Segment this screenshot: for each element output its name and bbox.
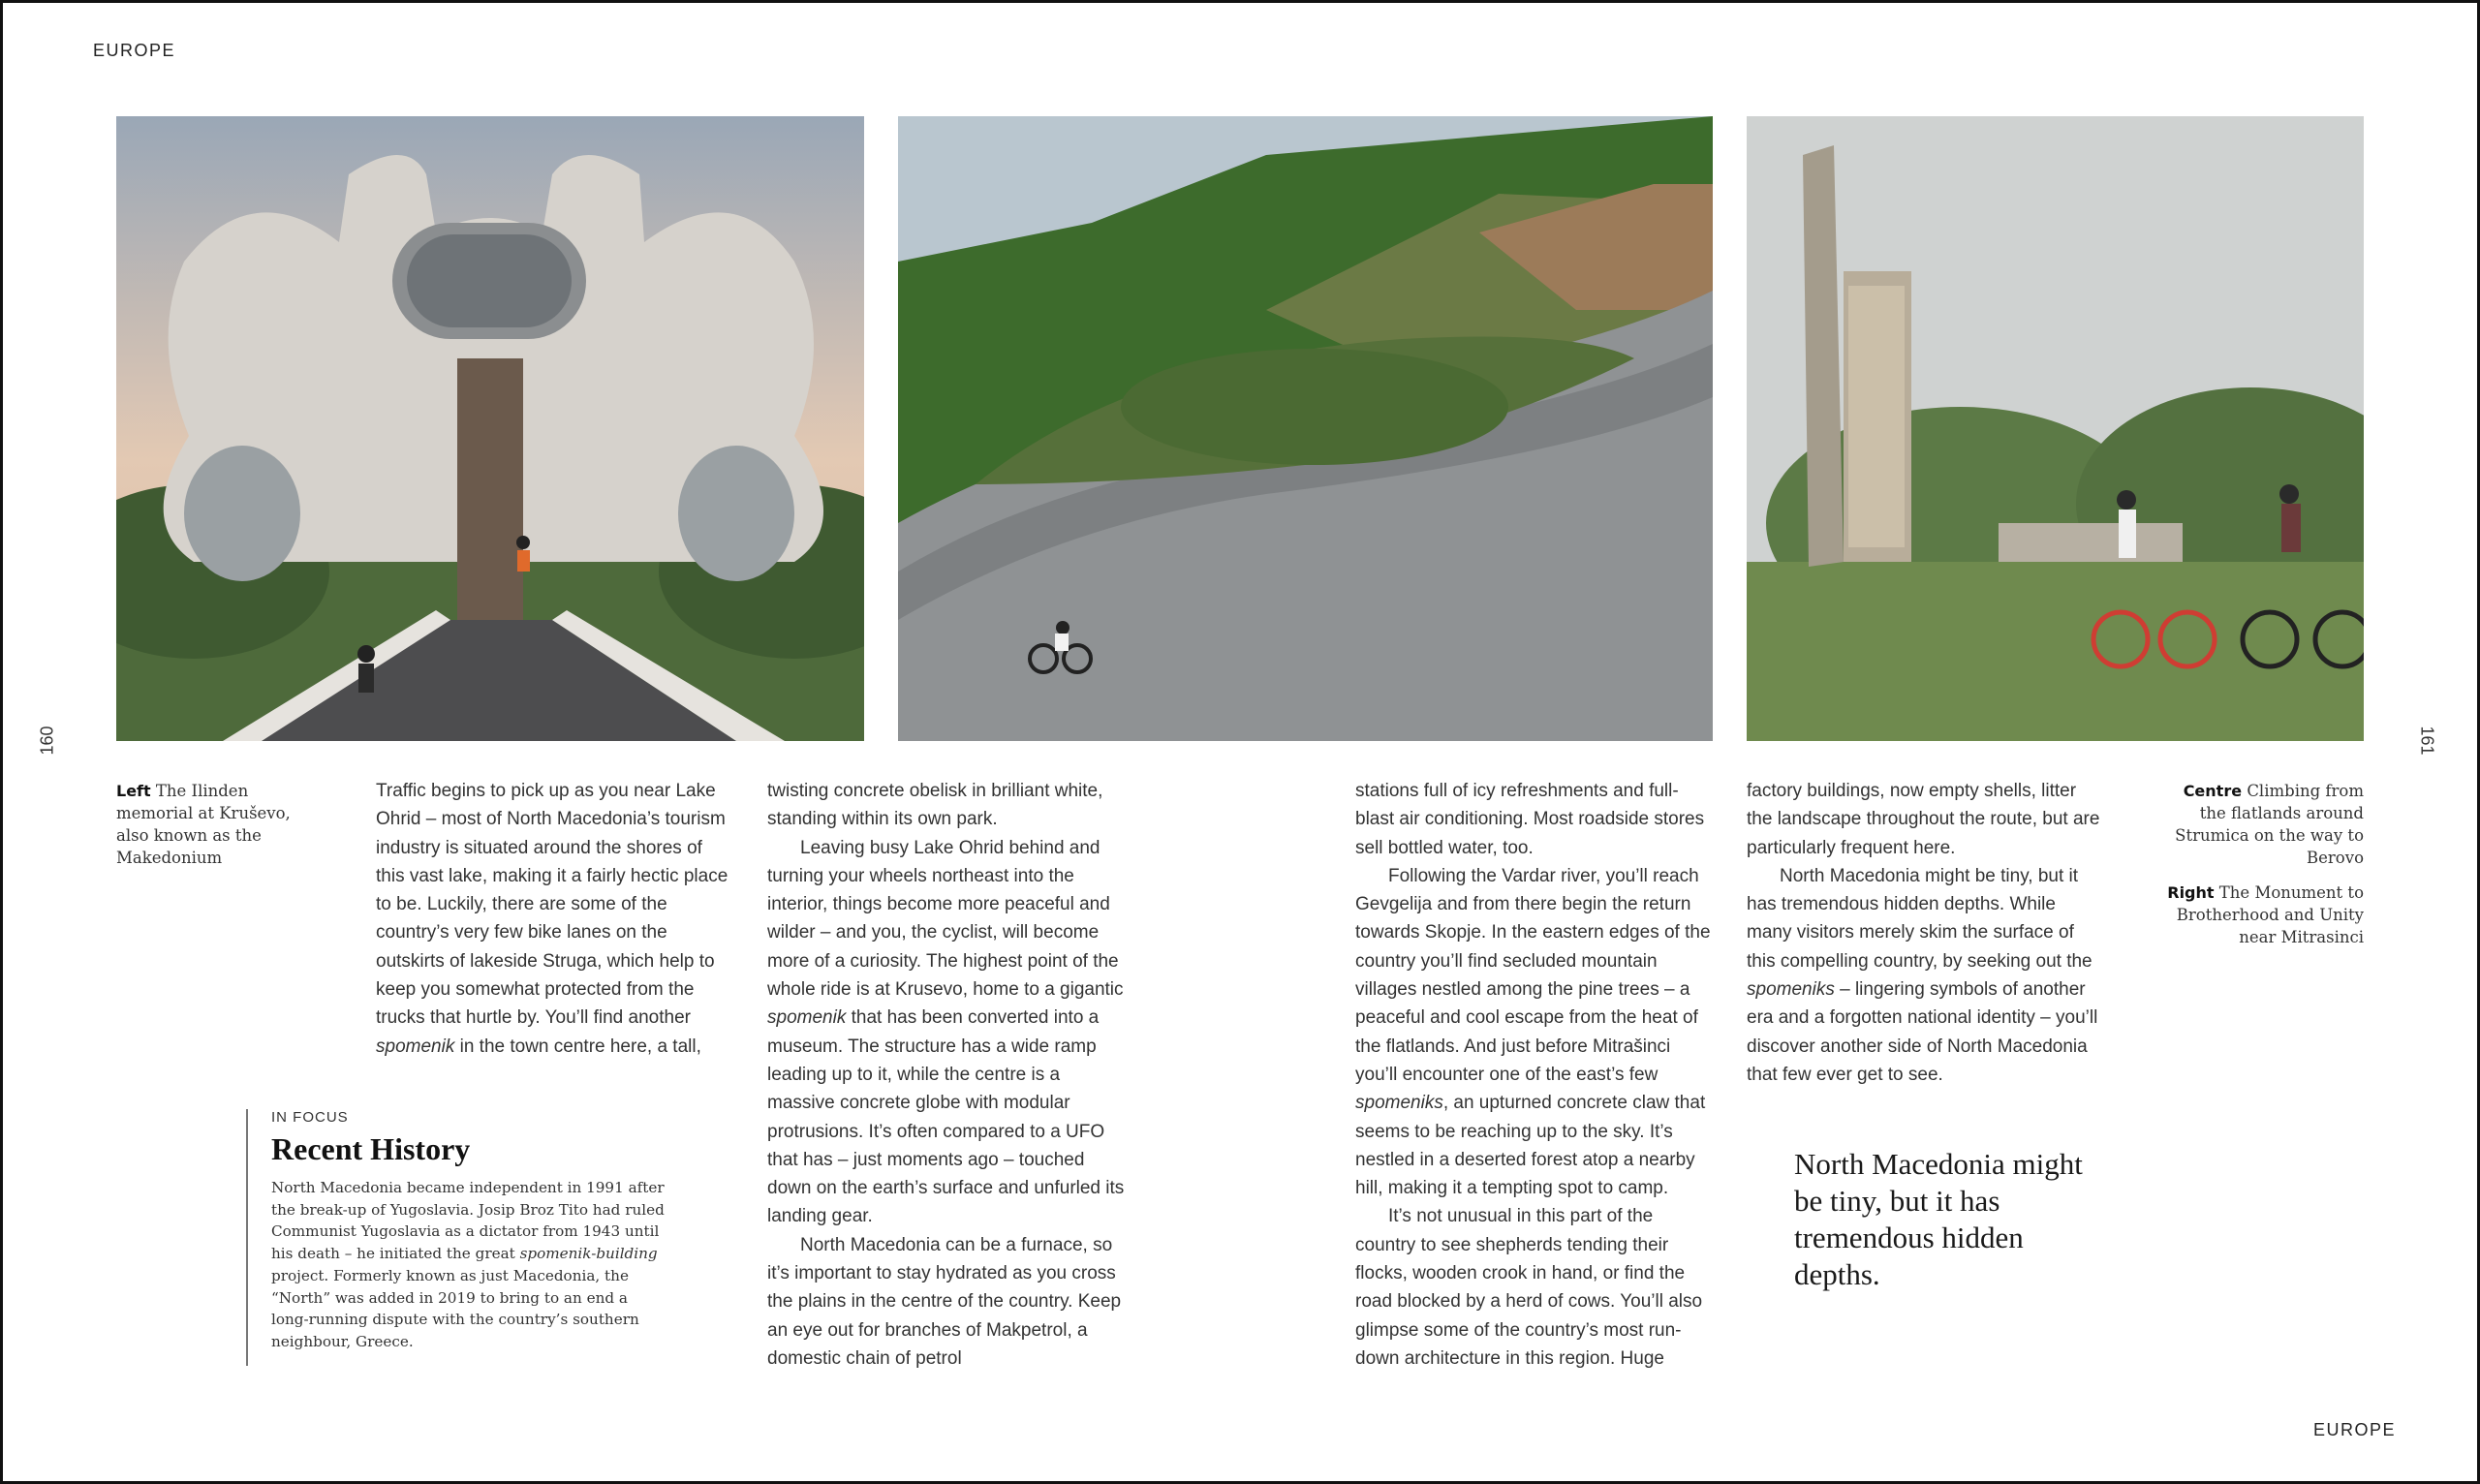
caption-right-text: The Monument to Brotherhood and Unity near Mitrasinci xyxy=(2176,883,2364,946)
photo-makedonium xyxy=(116,116,864,741)
paragraph: Following the Vardar river, you’ll reach Gevgelija and from there begin the return towards Skopje. In the eastern edges of the country you’ll find secluded mountain villages nestled among the pine trees – a peaceful and cool escape from the heat of the flatlands. And just before Mitrašinci you’ll encounter one of the east’s few spomeniks, an upturned concrete claw that seems to be reaching up to the sky. It’s nestled in a deserted forest atop a nearby hill, making it a tempting spot to camp. xyxy=(1355,865,1711,1199)
caption-right-label: Right xyxy=(2167,883,2215,902)
paragraph: factory buildings, now empty shells, litter the landscape throughout the route, but are particularly frequent here. xyxy=(1747,781,2100,858)
in-focus-body: North Macedonia became independent in 1991 after the break-up of Yugoslavia. Josip Broz Tito had ruled Communist Yugoslavia as a dictator from 1943 until his death – he initiated the great spomenik-building project. Formerly known as just Macedonia, the “North” was added in 2019 to bring to an end a long-running dispute with the country’s southern neighbour, Greece. xyxy=(271,1179,665,1350)
paragraph: North Macedonia can be a furnace, so it’s important to stay hydrated as you cross the plains in the centre of the country. Keep an eye out for branches of Makpetrol, a domestic chain of petrol xyxy=(767,1234,1122,1369)
italic-term: spomenik xyxy=(767,1007,847,1029)
paragraph: twisting concrete obelisk in brilliant white, standing within its own park. xyxy=(767,781,1103,830)
italic-term: spomenik-building xyxy=(519,1245,658,1263)
in-focus-box xyxy=(246,1109,668,1366)
caption-centre xyxy=(2160,780,2364,869)
photo-switchback-road xyxy=(898,116,1713,741)
caption-left-label: Left xyxy=(116,782,151,800)
section-tag-right: EUROPE xyxy=(2313,1420,2397,1439)
body-column-3 xyxy=(1355,777,1714,1373)
paragraph: Traffic begins to pick up as you near Lake Ohrid – most of North Macedonia’s tourism industry is situated around the shores of this vast lake, making it a fairly hectic place to be. Luckily, there are some of the country’s very few bike lanes on the outskirts of lakeside Struga, which help to keep you somewhat protected from the trucks that hurtle by. You’ll find another spomenik in the town centre here, a tall, xyxy=(376,781,728,1057)
paragraph: North Macedonia might be tiny, but it has tremendous hidden depths. While many visitors merely skim the surface of this compelling country, by seeking out the spomeniks – lingering symbols of another era and a forgotten national identity – you’ll discover another side of North Macedonia that few ever get to see. xyxy=(1747,865,2098,1085)
section-tag-left: EUROPE xyxy=(93,41,176,60)
paragraph: stations full of icy refreshments and full-blast air conditioning. Most roadside stores sell bottled water, too. xyxy=(1355,781,1705,858)
paragraph: Leaving busy Lake Ohrid behind and turning your wheels northeast into the interior, things become more peaceful and wilder – and you, the cyclist, will become more of a curiosity. The highest point of the whole ride is at Krusevo, home to a gigantic spomenik that has been converted into a museum. The structure has a wide ramp leading up to it, while the centre is a massive concrete globe with modular protrusions. It’s often compared to a UFO that has – just moments ago – touched down on the earth’s surface and unfurled its landing gear. xyxy=(767,837,1125,1227)
italic-term: spomenik xyxy=(376,1036,455,1057)
caption-centre-text: Climbing from the flatlands around Strumica on the way to Berovo xyxy=(2175,782,2364,867)
caption-left-text: The Ilinden memorial at Kruševo, also known as the Makedonium xyxy=(116,782,291,867)
body-column-1 xyxy=(376,777,734,1061)
pull-quote: North Macedonia might be tiny, but it has tremendous hidden depths. xyxy=(1794,1147,2083,1291)
in-focus-title: Recent History xyxy=(271,1131,471,1166)
italic-term: spomeniks xyxy=(1747,979,1835,1001)
paragraph: It’s not unusual in this part of the country to see shepherds tending their flocks, wooden crook in hand, or find the road blocked by a herd of cows. You’ll also glimpse some of the country’s most run-down architecture in this region. Huge xyxy=(1355,1206,1703,1369)
caption-left xyxy=(116,780,291,869)
body-column-2 xyxy=(767,777,1126,1373)
body-column-4 xyxy=(1747,777,2105,1089)
in-focus-kicker: IN FOCUS xyxy=(271,1109,349,1126)
page-number-right: 161 xyxy=(2417,726,2437,756)
photo-monument-brotherhood xyxy=(1747,116,2364,741)
page-number-left: 160 xyxy=(37,726,57,756)
caption-centre-label: Centre xyxy=(2183,782,2243,800)
italic-term: spomeniks xyxy=(1355,1093,1443,1114)
caption-right xyxy=(2160,881,2364,948)
